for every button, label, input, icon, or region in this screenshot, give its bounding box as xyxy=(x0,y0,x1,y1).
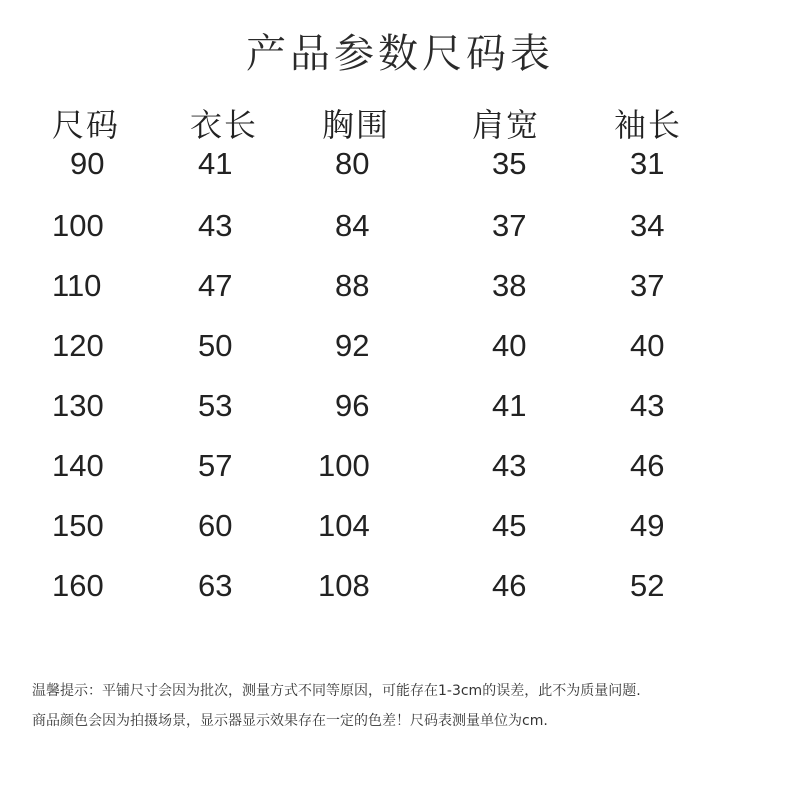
column-header-length: 衣长 xyxy=(190,106,259,144)
sleeve-cell: 31 xyxy=(630,146,665,181)
length-cell: 43 xyxy=(198,208,233,243)
note-color-unit: 商品颜色会因为拍摄场景，显示器显示效果存在一定的色差！尺码表测量单位为cm. xyxy=(32,713,548,729)
chest-cell: 96 xyxy=(335,388,370,423)
table-row xyxy=(0,328,800,388)
shoulder-cell: 46 xyxy=(492,568,527,603)
sleeve-cell: 40 xyxy=(630,328,665,363)
table-row xyxy=(0,146,800,208)
table-row xyxy=(0,448,800,508)
sleeve-cell: 46 xyxy=(630,448,665,483)
length-cell: 57 xyxy=(198,448,233,483)
table-row xyxy=(0,388,800,448)
size-cell: 90 xyxy=(70,146,105,181)
size-cell: 160 xyxy=(52,568,104,603)
table-header-row xyxy=(0,96,800,146)
chest-cell: 84 xyxy=(335,208,370,243)
shoulder-cell: 40 xyxy=(492,328,527,363)
note-warm-tip: 温馨提示：平铺尺寸会因为批次，测量方式不同等原因，可能存在1-3cm的误差，此不为质量问题. xyxy=(32,683,641,699)
size-cell: 100 xyxy=(52,208,104,243)
size-chart-table xyxy=(0,96,800,628)
size-cell: 110 xyxy=(52,268,102,303)
sleeve-cell: 34 xyxy=(630,208,665,243)
shoulder-cell: 38 xyxy=(492,268,527,303)
shoulder-cell: 45 xyxy=(492,508,527,543)
table-row xyxy=(0,268,800,328)
notes-section xyxy=(32,676,772,736)
chest-cell: 108 xyxy=(318,568,370,603)
length-cell: 41 xyxy=(198,146,233,181)
length-cell: 53 xyxy=(198,388,233,423)
size-cell: 120 xyxy=(52,328,104,363)
chest-cell: 100 xyxy=(318,448,370,483)
shoulder-cell: 35 xyxy=(492,146,527,181)
shoulder-cell: 41 xyxy=(492,388,527,423)
length-cell: 50 xyxy=(198,328,233,363)
sleeve-cell: 49 xyxy=(630,508,665,543)
length-cell: 47 xyxy=(198,268,233,303)
shoulder-cell: 43 xyxy=(492,448,527,483)
chest-cell: 80 xyxy=(335,146,370,181)
column-header-chest: 胸围 xyxy=(322,106,391,144)
column-header-sleeve: 袖长 xyxy=(614,106,683,144)
shoulder-cell: 37 xyxy=(492,208,527,243)
column-header-shoulder: 肩宽 xyxy=(472,106,541,144)
column-header-size: 尺码 xyxy=(52,106,121,144)
length-cell: 63 xyxy=(198,568,233,603)
chest-cell: 92 xyxy=(335,328,370,363)
size-cell: 140 xyxy=(52,448,104,483)
page-title: 产品参数尺码表 xyxy=(246,31,554,77)
size-cell: 130 xyxy=(52,388,104,423)
chest-cell: 104 xyxy=(318,508,370,543)
length-cell: 60 xyxy=(198,508,233,543)
sleeve-cell: 43 xyxy=(630,388,665,423)
size-cell: 150 xyxy=(52,508,104,543)
table-row xyxy=(0,508,800,568)
chest-cell: 88 xyxy=(335,268,370,303)
sleeve-cell: 37 xyxy=(630,268,665,303)
table-row xyxy=(0,208,800,268)
table-row xyxy=(0,568,800,628)
sleeve-cell: 52 xyxy=(630,568,665,603)
